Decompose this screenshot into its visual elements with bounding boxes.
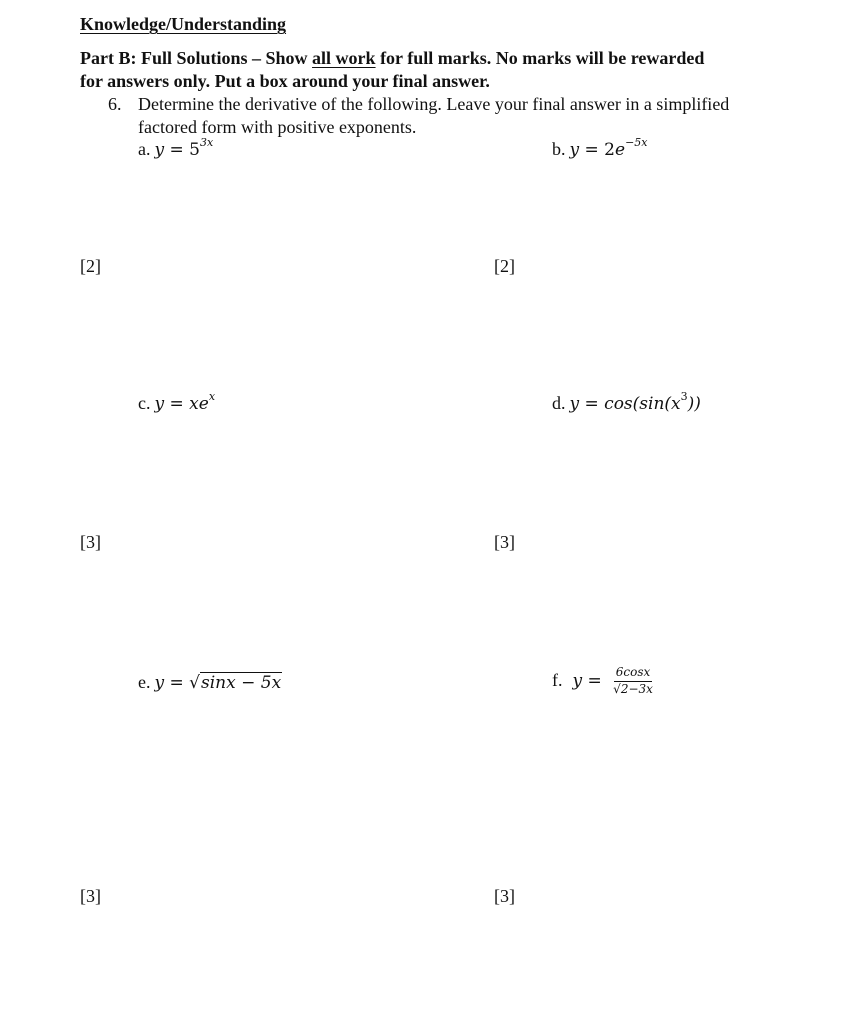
problem-b-lhs: y <box>569 140 580 160</box>
problem-d-label: d. <box>552 393 566 413</box>
part-tail: for full marks. No marks will be rewarded <box>375 48 705 68</box>
problem-d-equation <box>569 390 701 414</box>
problem-e-equation <box>155 673 283 693</box>
part-lead: Part B: Full Solutions – Show <box>80 48 313 68</box>
mark-b: [2] <box>494 256 515 276</box>
problem-a-exponent: 3x <box>200 136 214 150</box>
problem-f <box>552 666 655 697</box>
section-title: Knowledge/Understanding <box>80 14 287 34</box>
part-instructions-line1 <box>80 48 704 69</box>
problem-d-exponent: 3 <box>680 390 688 404</box>
problem-a-equals: = <box>164 140 190 160</box>
part-instructions-line2: for answers only. Put a box around your final answer. <box>80 71 490 91</box>
problem-c-exponent: x <box>208 390 216 404</box>
problem-f-radical-sign: √ <box>613 681 621 696</box>
problem-c <box>138 390 216 414</box>
problem-d-expression-start: cos(sin(x <box>604 394 681 414</box>
problem-a-base: 5 <box>189 140 200 160</box>
problem-b-equation <box>569 136 648 160</box>
problem-b-exponent: −5x <box>625 136 648 150</box>
problem-c-equation <box>154 390 216 414</box>
problem-b <box>552 136 648 160</box>
problem-b-equals: = <box>579 140 605 160</box>
problem-f-equals: = <box>582 670 608 691</box>
problem-c-expression: xe <box>189 394 209 414</box>
question-text-line2: factored form with positive exponents. <box>138 117 417 137</box>
problem-f-denominator <box>611 682 655 697</box>
problem-e-lhs: y <box>154 673 165 693</box>
problem-f-lhs: y <box>572 670 583 691</box>
problem-d <box>552 390 701 414</box>
problem-a-equation <box>154 136 214 160</box>
problem-f-equation <box>572 665 655 696</box>
problem-a-label: a. <box>138 139 151 159</box>
problem-a-lhs: y <box>154 140 165 160</box>
problem-e-square-root <box>189 673 282 693</box>
problem-b-base: e <box>615 140 626 160</box>
problem-c-lhs: y <box>154 394 165 414</box>
question-text-line1: Determine the derivative of the following. Leave your final answer in a simplified <box>138 94 730 114</box>
problem-e-radical-sign: √ <box>189 673 201 693</box>
question-number: 6. <box>108 94 122 114</box>
problem-d-expression-end: )) <box>687 394 701 414</box>
part-emphasis: all work <box>312 48 376 68</box>
problem-a <box>138 136 214 160</box>
problem-f-radicand: 2−3x <box>620 681 653 696</box>
problem-e-radicand: sinx − 5x <box>201 673 282 693</box>
problem-c-label: c. <box>138 393 151 413</box>
problem-c-equals: = <box>164 394 190 414</box>
mark-a: [2] <box>80 256 101 276</box>
problem-d-lhs: y <box>569 394 580 414</box>
problem-b-coefficient: 2 <box>604 140 615 160</box>
mark-e: [3] <box>80 886 101 906</box>
problem-f-fraction <box>611 666 655 697</box>
mark-c: [3] <box>80 532 101 552</box>
problem-e-equals: = <box>164 673 190 693</box>
mark-d: [3] <box>494 532 515 552</box>
problem-b-label: b. <box>552 139 566 159</box>
problem-e-label: e. <box>138 672 151 692</box>
problem-d-equals: = <box>579 394 605 414</box>
problem-e <box>138 672 282 693</box>
problem-f-numerator: 6cosx <box>614 666 653 682</box>
mark-f: [3] <box>494 886 515 906</box>
problem-f-label: f. <box>552 669 563 690</box>
